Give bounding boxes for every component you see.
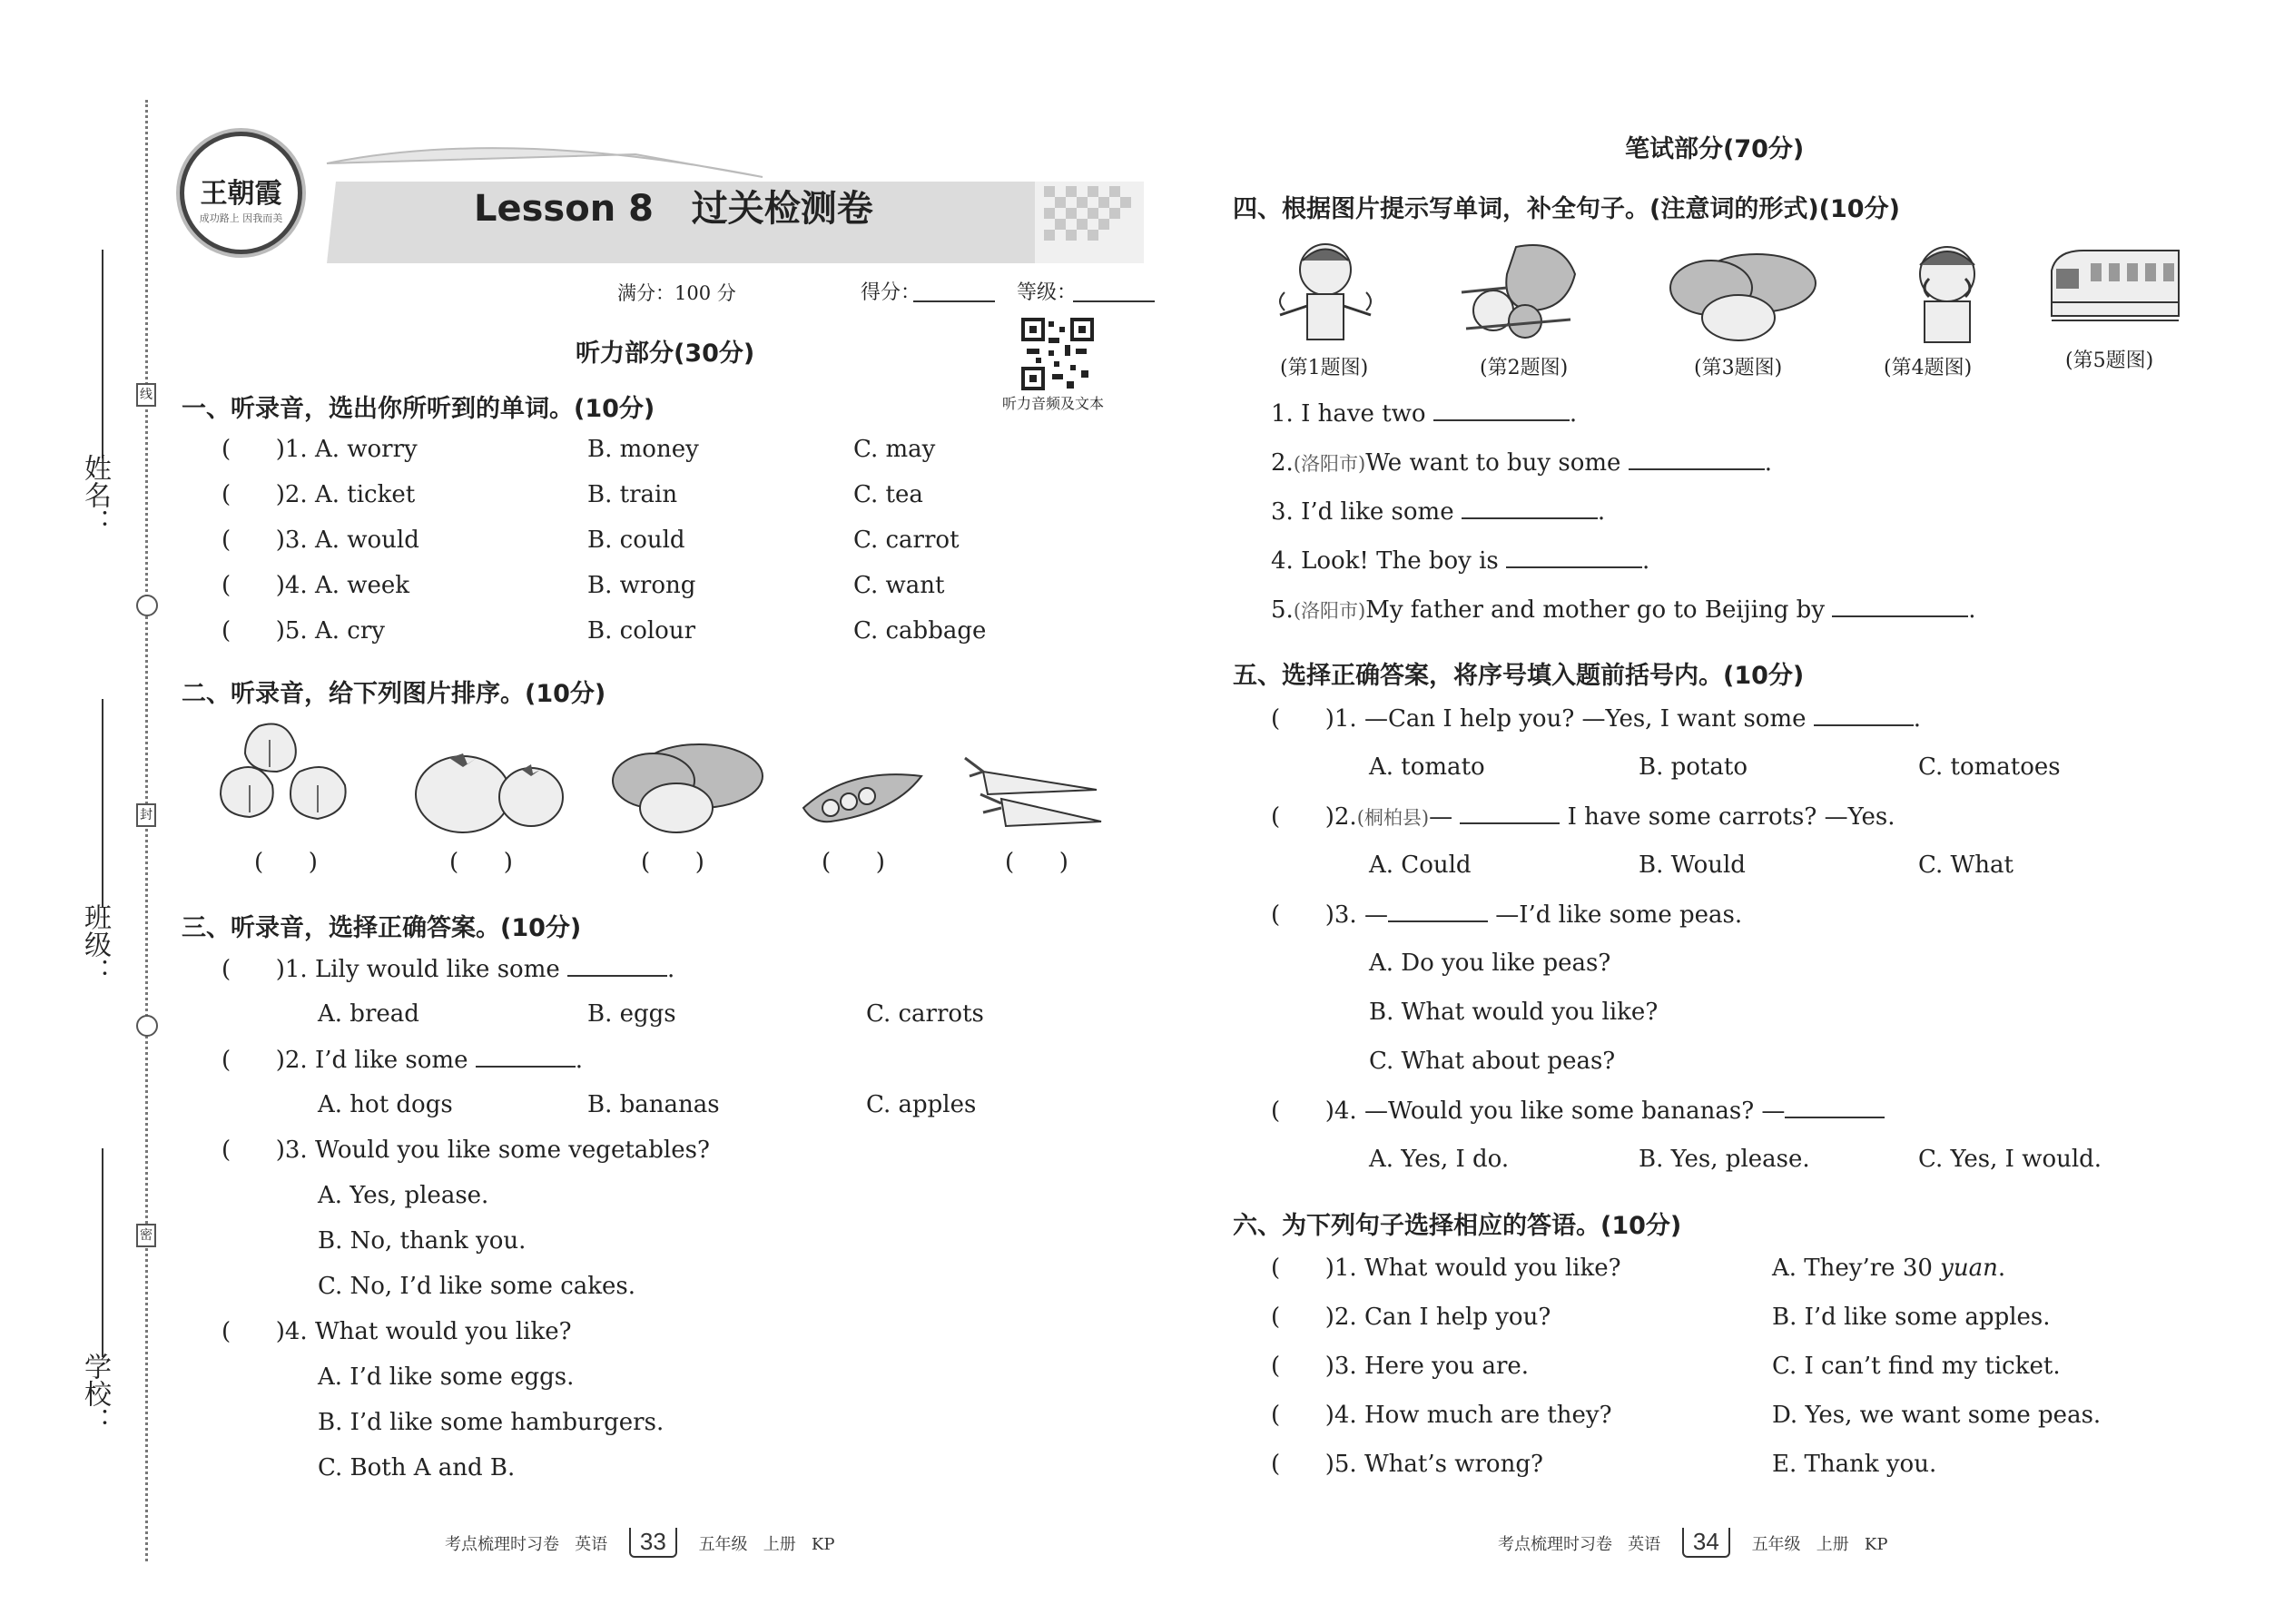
qr-code-icon[interactable] — [1021, 318, 1094, 390]
full-score: 满分：100 分 — [617, 282, 736, 304]
binding-hole-1 — [136, 595, 158, 616]
binding-mark-line: 线 — [136, 383, 156, 407]
option-a: A. bread — [318, 1000, 419, 1028]
footer-left: 考点梳理时习卷 英语 33 五年级 上册 KP — [445, 1528, 834, 1558]
binding-mark-seal: 封 — [136, 803, 156, 827]
question-2: )2. Can I help you? — [1324, 1304, 1551, 1331]
answer-blank[interactable] — [1629, 448, 1765, 470]
option-c: C. carrots — [866, 1000, 984, 1028]
picture-caption-2: (第2题图) — [1480, 357, 1569, 379]
question-1: )1. Lily would like some — [275, 956, 560, 983]
page-number: 33 — [629, 1528, 677, 1558]
answer-paren[interactable]: ( — [1271, 803, 1325, 831]
boy-crying-picture — [1897, 238, 1997, 347]
option-c: C. No, I’d like some cakes. — [318, 1273, 636, 1300]
answer-paren[interactable]: ( ) — [822, 849, 885, 876]
option-c: C. What about peas? — [1369, 1048, 1616, 1075]
answer-paren[interactable]: ( — [1271, 1255, 1325, 1282]
option-a: A. Yes, please. — [318, 1182, 489, 1209]
picture-caption-3: (第3题图) — [1694, 357, 1783, 379]
sentence-4: 4. Look! The boy is — [1271, 547, 1499, 575]
answer-paren[interactable]: ( ) — [1005, 849, 1068, 876]
answer-paren[interactable]: ( — [222, 1318, 276, 1345]
option-a: A. Do you like peas? — [1369, 950, 1611, 977]
region-tag: (桐柏县) — [1356, 807, 1430, 829]
potato-picture — [608, 740, 767, 835]
answer-paren[interactable]: ( — [222, 956, 276, 983]
footer-right: 考点梳理时习卷 英语 34 五年级 上册 KP — [1498, 1528, 1887, 1558]
picture-caption-4: (第4题图) — [1884, 357, 1973, 379]
question-number: )2. — [1324, 803, 1357, 831]
question-4: )4. How much are they? — [1324, 1402, 1612, 1429]
sentence-number: 2. — [1271, 449, 1294, 477]
sentence-1: 1. I have two — [1271, 400, 1426, 428]
question-4: )4. A. week — [275, 572, 410, 599]
sentence-5: My father and mother go to Beijing by — [1365, 596, 1826, 624]
part5-title: 五、选择正确答案，将序号填入题前括号内。(10分) — [1233, 662, 1805, 690]
logo-slogan: 成功路上 因我而美 — [199, 212, 283, 224]
answer-paren[interactable]: ( — [1271, 1451, 1325, 1478]
question-3: )3. Would you like some vegetables? — [275, 1137, 710, 1164]
option-b: B. Yes, please. — [1639, 1146, 1810, 1173]
response-a: A. They’re 30 yuan. — [1772, 1255, 2006, 1282]
answer-paren[interactable]: ( — [222, 436, 276, 463]
question-4: )4. —Would you like some bananas? — — [1324, 1097, 1786, 1125]
score-label: 得分： — [861, 281, 921, 304]
part3-title: 三、听录音，选择正确答案。(10分) — [182, 914, 582, 942]
option-c: C. may — [853, 436, 936, 463]
option-c: C. want — [853, 572, 945, 599]
answer-paren[interactable]: ( — [1271, 705, 1325, 733]
tomato-picture — [413, 744, 567, 835]
score-field[interactable] — [913, 300, 995, 302]
class-line — [102, 699, 103, 908]
picture-caption-1: (第1题图) — [1280, 357, 1369, 379]
answer-blank[interactable] — [567, 955, 667, 977]
response-d: D. Yes, we want some peas. — [1772, 1402, 2102, 1429]
binding-hole-2 — [136, 1015, 158, 1037]
listening-heading: 听力部分(30分) — [576, 340, 755, 368]
school-line — [102, 1148, 103, 1357]
logo-text: 王朝霞 — [200, 178, 282, 210]
question-1: )1. A. worry — [275, 436, 418, 463]
question-2: )2. I’d like some — [275, 1047, 468, 1074]
option-c: C. What — [1918, 851, 2013, 879]
option-b: B. money — [587, 436, 699, 463]
question-4: )4. What would you like? — [275, 1318, 572, 1345]
region-tag: (洛阳市) — [1293, 600, 1366, 622]
option-b: B. I’d like some hamburgers. — [318, 1409, 665, 1436]
answer-paren[interactable]: ( — [1271, 901, 1325, 929]
answer-paren[interactable]: ( ) — [641, 849, 704, 876]
answer-paren[interactable]: ( ) — [449, 849, 513, 876]
option-c: C. apples — [866, 1091, 977, 1118]
option-b: B. train — [587, 481, 678, 508]
answer-blank[interactable] — [1506, 546, 1642, 568]
binding-mark-secret: 密 — [136, 1224, 156, 1247]
answer-blank[interactable] — [1460, 802, 1560, 824]
answer-paren[interactable]: ( — [1271, 1402, 1325, 1429]
answer-blank[interactable] — [1814, 704, 1914, 726]
question-2: I have some carrots? —Yes. — [1567, 803, 1895, 831]
option-b: B. wrong — [587, 572, 696, 599]
option-c: C. Both A and B. — [318, 1454, 516, 1481]
answer-paren[interactable]: ( — [222, 527, 276, 554]
dash: — — [1429, 803, 1453, 831]
answer-paren[interactable]: ( — [222, 572, 276, 599]
answer-paren[interactable]: ( — [222, 1047, 276, 1074]
option-a: A. I’d like some eggs. — [318, 1363, 575, 1391]
class-label: 班级： — [79, 903, 111, 985]
picture-caption-5: (第5题图) — [2065, 349, 2154, 372]
option-b: B. could — [587, 527, 685, 554]
response-b: B. I’d like some apples. — [1772, 1304, 2051, 1331]
answer-blank[interactable] — [1785, 1097, 1885, 1118]
school-label: 学校： — [79, 1353, 111, 1434]
answer-blank[interactable] — [1388, 901, 1488, 922]
option-a: A. hot dogs — [318, 1091, 453, 1118]
name-line — [102, 250, 103, 458]
page-title: Lesson 8 过关检测卷 — [474, 188, 873, 230]
answer-paren[interactable]: ( — [1271, 1353, 1325, 1380]
option-b: B. What would you like? — [1369, 999, 1659, 1026]
question-1: )1. What would you like? — [1324, 1255, 1621, 1282]
part6-title: 六、为下列句子选择相应的答语。(10分) — [1233, 1212, 1682, 1240]
question-3: )3. Here you are. — [1324, 1353, 1530, 1380]
answer-blank[interactable] — [1433, 399, 1570, 421]
option-b: B. No, thank you. — [318, 1227, 527, 1255]
question-2: )2. A. ticket — [275, 481, 416, 508]
question-5: )5. A. cry — [275, 617, 385, 645]
potatoes-picture — [1666, 247, 1820, 342]
vegetables-picture — [1452, 238, 1589, 347]
answer-blank[interactable] — [476, 1046, 576, 1068]
boy-cold-picture — [1266, 238, 1384, 347]
answer-paren[interactable]: ( — [1271, 1097, 1325, 1125]
option-a: A. Yes, I do. — [1369, 1146, 1510, 1173]
question-3-tail: —I’d like some peas. — [1495, 901, 1743, 929]
option-a: A. Could — [1369, 851, 1472, 879]
answer-paren[interactable]: ( — [222, 1137, 276, 1164]
carrot-picture — [960, 753, 1106, 835]
option-b: B. potato — [1639, 753, 1748, 781]
part2-title: 二、听录音，给下列图片排序。(10分) — [182, 680, 606, 708]
writing-heading: 笔试部分(70分) — [1625, 135, 1805, 163]
option-b: B. bananas — [587, 1091, 720, 1118]
option-b: B. Would — [1639, 851, 1746, 879]
response-e: E. Thank you. — [1772, 1451, 1937, 1478]
option-c: C. tea — [853, 481, 923, 508]
answer-paren[interactable]: ( — [222, 617, 276, 645]
grade-field[interactable] — [1073, 300, 1155, 302]
answer-paren[interactable]: ( — [222, 481, 276, 508]
brand-logo — [180, 132, 302, 254]
option-b: B. colour — [587, 617, 695, 645]
option-c: C. tomatoes — [1918, 753, 2061, 781]
part4-title: 四、根据图片提示写单词，补全句子。(注意词的形式)(10分) — [1233, 195, 1900, 223]
part1-title: 一、听录音，选出你所听到的单词。(10分) — [182, 395, 655, 423]
response-c: C. I can’t find my ticket. — [1772, 1353, 2061, 1380]
pea-picture — [794, 758, 930, 831]
binding-dotted-line — [145, 100, 148, 1561]
option-b: B. eggs — [587, 1000, 676, 1028]
question-5: )5. What’s wrong? — [1324, 1451, 1543, 1478]
answer-blank[interactable] — [1462, 497, 1598, 519]
sentence-2: We want to buy some — [1365, 449, 1621, 477]
option-c: C. cabbage — [853, 617, 987, 645]
region-tag: (洛阳市) — [1293, 453, 1366, 475]
option-a: A. tomato — [1369, 753, 1485, 781]
grade-label: 等级： — [1017, 281, 1078, 304]
question-1: )1. —Can I help you? —Yes, I want some — [1324, 705, 1807, 733]
answer-paren[interactable]: ( — [1271, 1304, 1325, 1331]
sentence-3: 3. I’d like some — [1271, 498, 1454, 526]
option-c: C. carrot — [853, 527, 960, 554]
answer-paren[interactable]: ( ) — [254, 849, 318, 876]
answer-blank[interactable] — [1832, 595, 1968, 617]
page-number: 34 — [1682, 1528, 1730, 1558]
qr-caption: 听力音频及文本 — [1002, 395, 1105, 412]
option-c: C. Yes, I would. — [1918, 1146, 2102, 1173]
question-3: )3. — — [1324, 901, 1388, 929]
name-label: 姓名： — [79, 454, 111, 536]
question-3: )3. A. would — [275, 527, 419, 554]
train-picture — [2047, 243, 2183, 330]
cabbage-picture — [213, 717, 368, 826]
sentence-number: 5. — [1271, 596, 1294, 624]
